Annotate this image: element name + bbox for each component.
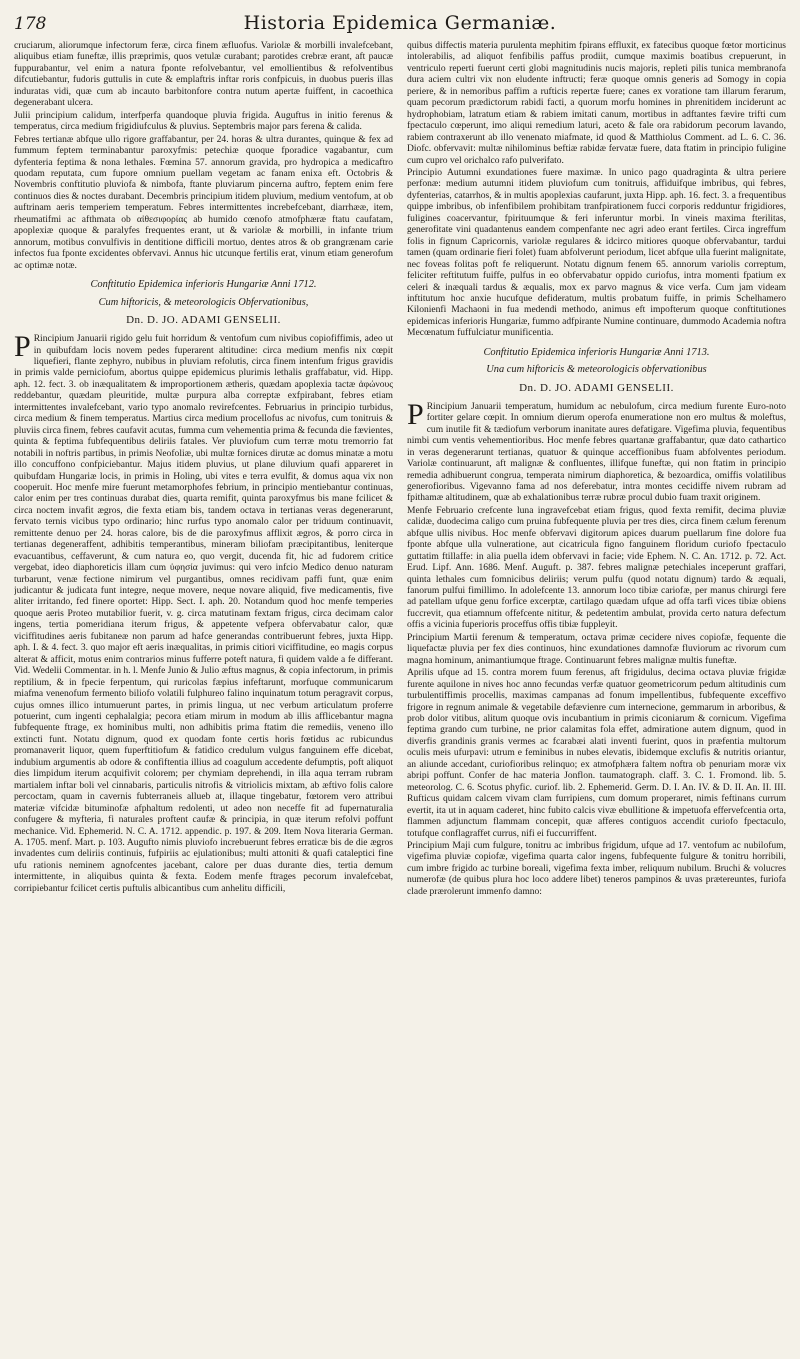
section-title: Conftitutio Epidemica inferioris Hungariæ Anni 1713. — [483, 346, 710, 358]
paragraph: Menfe Februario crefcente luna ingravefcebat etiam frigus, quod fexta remifit, decima pluviæ calidæ, duodecima caligo cum pruina fubfequente pluvia per tres dies, circa finem cælum ferenum abfque ullis nivibus. Hoc menfe obfervavi digitorum apices duarum puellarum fine dolore fua fponte abfque ulla vulneratione, aut cicatricula figno fanguinem floridum curiofo fpectaculo guttatim ftillaffe: in alia puella idem obfervavi in facie; vide Ephem. N. C. An. 1712. p. 72. Act. Erud. Lipf. Ann. 1686. Menf. Auguft. p. 387. febres malignæ petechiales inceperunt graffari, quinta lethales cum fomnicibus deliriis; verum pulfu (quod notatu dignum) tardo & æquali, fanorum pulfui fimillimo. In adolefcente 13. annorum loco tibiæ cariofæ, per manus chirurgi fere ad patellam ufque genu forfice excerptæ, cartilago quædam ufque ad offa tarfi vices tibiæ obiens fuccrevit, qua etiamnum offefcente nititur, & pedetentim ambulat, provida certo natura defectum offis a vicinia fuperioris proceffus offis tibiæ fuppleyit. — [407, 504, 786, 631]
paragraph: quibus diffectis materia purulenta mephitim fpirans effluxit, ex fatecibus quoque fœtor morticinus intolerabilis, ad aliquot fenfibilis paffus prodiit, cumque maximis boatibus crepuerunt, in ventriculo reperti fuerunt certi globi magnitudinis nucis majoris, repleti pilis tunica membranofa dura aciem cultri vix non eludente inftructi; feræ quoque omnis generis ad Somogy in copia periere, & in nemoribus paffim a rufticis repertæ fuere; canes ex voratione tam illarum ferarum, quam pecorum prædictorum rabidi facti, a quorum morfu homines in phrenitidem inciderunt ac hydrophobiam, latratum etiam & rabiem imitati canum, mortibus in adftantes fævire trifti cum fpectaculo cœperunt, imo aliqui remedium laturi, aceto & fale ora rabidorum pecorum lavando, rabiem contraxerunt ab illo venenato miafmate, id quod & Matthiolus Comment. ad L. 6. C. 36. Diofc. obfervavit: multæ nihilominus beftiæ rabidæ fervatæ fuere, data ftatim in principio fuligine cum cupro vel orichalco rafo pulverifato. — [407, 40, 786, 166]
drop-cap: P — [14, 330, 31, 364]
section-author: Dn. D. JO. ADAMI GENSELII. — [126, 314, 281, 327]
paragraph: Julii principium calidum, interfperfa quandoque pluvia frigida. Auguftus in initio ferenus & temperatus, circa medium frigidiufculus & pluvius. Septembris major pars ferena & calida. — [14, 109, 393, 133]
paragraph-text: Rincipium Januarii temperatum, humidum ac nebulofum, circa medium furente Euro-noto fortiter gelare cœpit. In omnium dierum operofa enumeratione non ero multus & moleftus, cum inutile fit & tædiofum verborum inanitate aures defatigare. Vigefima pluvia, fequentibus nimbi cum ventis vehementioribus. Hoc menfe febres quartanæ graffabantur, quæ dato cathartico in veras degenerarunt tertianas, quatuor & quinque acceffionibus fuam abfolventes periodum. Variolæ continuarunt, aft malignæ & confluentes, illifque funeftæ, qui non ftatim in principio remedia adhibuerunt congrua, temperata nimirum diaphoretica, & bezoardica, omiffis volatilibus generofioribus. Vigevanno fama ad nos deferebatur, intra montes cecidiffe nivem rubram ad fpithamæ altitudinem, quæ ab exhalationibus terræ rubræ procul dubio fuam traxit originem. — [407, 400, 786, 504]
running-head — [14, 12, 786, 34]
paragraph: Principio Autumni exundationes fuere maximæ. In unico pago quadraginta & ultra periere perfonæ: medium autumni itidem pluviofum cum tonitruis, affiduifque imbribus, qui febres, dyfenterias, catarrhos, & in multis apoplexias caufarunt, juxta Hipp. aph. 16. fect. 3. a frequentibus quippe imbribus, ob infenfibilem prohibitam tranfpirationem fucci corporis redduntur frigidiores, fuligines coacervantur, fpirituumque & feri inferuntur morbi. In vineis maxima fterilitas, generofitate vini quadantenus eandem compenfante nec agri adeo erant fertiles. Circa ingreffum folis in fignum Capricornis, variolæ regulares & idcirco mitiores quoque obfervabantur, tardui tamen (quam ordinarie fieri folet) fuam abfolverunt periodum, licet abfque ulla fuerint malignitate, nec foveas folitas poft fe reliquerunt. Notatu dignum fenem 65. annorum variolis correptum, feliciter reftitutum fuiffe, pulfus in eo obfervabatur oppido curiofus, intra momenti fpatium ex celeri & inæquali tardus & æqualis, mox ex parvo magnus & vice verfa. Cum jam videam inftitutum hoc anxie hucufque defideratum, multis probatum fuiffe, in primis Schelhamero Kilonienfi Machaoni in fua medendi methodo, animus eft impofterum quoque conftitutiones epidemicas inferioris Hungariæ, fummo adfpirante Numine continuare, dummodo Academia noftra Mecœnatum fuffulciatur munificentia. — [407, 166, 786, 339]
paragraph: Febres tertianæ abfque ullo rigore graffabantur, per 24. horas & ultra durantes, quinque & fex ad fummum feptem terminabantur paroxyfmis: petechiæ quoque fporadice vagabantur, cum dyfenteria feptima & nona lethales. Fœmina 57. annorum gravida, pro hydropica a medicaftro quodam reputata, cum fupore omnium puellam vegetam ac fanam enixa eft. Octobris & Novembris conftitutio pluviofa & nimbofa, ftante pluviarum pincerna auftro, feptem enim fere continuos dies & noctes durabant. Decembris principium itidem pluvium, medium ventofum, at ob auftrinam aeris temperiem temperatum. Febres intermittentes increbefcebant, diarrhææ, item, rheumatifmi ac afthmata ob αἰθεσιφορίας ab humido cœnofo atmofphæræ ftatu caufatam, apoplexiæ quoque & paralyfes frequentes erant, ut & variolæ & morbilli, in infante trium annorum, motibus convulfivis in dentitione difficili mortuo, dentes atros & ob grangrænam carie infectos fua fponte excidentes obfervavi. Annus hic utcunque fertilis erat, vinum etiam generofum ac optimæ notæ. — [14, 133, 393, 271]
right-column — [407, 40, 786, 1352]
section-title: Conftitutio Epidemica inferioris Hungariæ Anni 1712. — [90, 279, 317, 291]
paragraph: Principium Martii ferenum & temperatum, octava primæ cecidere nives copiofæ, fequente die liquefactæ pluvia per fex dies continuos, hinc exundationes damnofæ fluviorum ac rivorum cum magna hominum, animantiumque ftrage. Continuarunt febres malignæ multis funeftæ. — [407, 631, 786, 666]
paragraph — [14, 330, 393, 894]
paragraph — [407, 397, 786, 504]
drop-cap: P — [407, 397, 424, 431]
left-column — [14, 40, 393, 1352]
section-subtitle: Una cum hiftoricis & meteorologicis obfervationibus — [486, 364, 707, 376]
section-author: Dn. D. JO. ADAMI GENSELII. — [519, 381, 674, 394]
two-column-body — [14, 40, 786, 1352]
paragraph: cruciarum, aliorumque infectorum feræ, circa finem æfluofus. Variolæ & morbilli invalefcebant, aliquibus etiam funeftæ, illis præprimis, quos vetulæ curabant; parotides crebræ erant, aft paucæ fuppurabantur, vel enim a natura fponte refolvebantur, vel emollientibus & refolventibus difcutiebantur, fudoris guttulis in cute & emplaftris inftar roris confpicuis, in duobus pueris illas induratas vidi, quæ cum ab incauto barbitonfore contra nutum apertæ fuiffent, in cacoethica degenerabant ulcera. — [14, 40, 393, 109]
paragraph-text: Rincipium Januarii rigido gelu fuit horridum & ventofum cum nivibus copiofiffimis, adeo ut in quibufdam locis novem pedes fuperarent altitudine: circa medium menfis nix cœpit liquefieri, flante zephyro, nubibus in pluviam refolutis, circa finem intenfum frigus gravidis in primis valde perniciofum, abortus quippe epidemicus plurimis lethalis graffabatur, vid. Hipp. aph. 12. fect. 3. ob inæqualitatem & improportionem ætheris, quædam apoplexia tactæ ἀφώνους reddebantur, quædam pleuritide, multæ purpura alba correptæ exfpirabant, febres etiam intermittentes invalefcebant, vario typo anomalo revirefcentes. Februarius in principio turbidus, circa medium & finem temperatus. Martius circa medium procellofus ac nivofus, cum tonitruis & pluviis circa finem, febres caufavit acutas, fumma cum vehementia prima & fecunda die fævientes, quinta & feptima fubfequentibus deliriis fatales. Ver pluviofum cum terræ motu tremorrio fat notabili in noftris partibus, in primis Neofoliæ, ubi multæ fornices dirutæ ac domus minatæ a motu illo concuffono confpiciebantur. Majus itidem pluvius, ut plane diluvium quafi appareret in quibufdam Hungariæ locis, in primis in Holing, ubi vites e terra evulfit, & domus aqua vix non cooperuit. Hoc menfe mire fuerunt metamorphofes febrium, in principio mentiebantur continuas, calor enim per tres continuas durabat dies, quarta remifit, quinta paroxyfmus bis mane fcilicet & circa noctem invafit ægros, die fexta etiam bis, tandem octava in tertianas veras degenerarunt, fervato ternis vicibus typo ordinario; hinc rurfus typo anomalo calor per triduum continuavit, remittente denuo per 24. horas calore, bis de die paroxyfmus afflixit ægros, & porro circa in tertianas degeneraffent, adhibitis temperantibus, mineram biliofam præcipitantibus, leniterque evacuantibus, ceffaverunt, & cum natura eo, quo vergit, ducenda fit, hic ad fudorem critice vergebat, ideo diaphoreticis illam cum ὑφησία juvimus: qui vero infcio Medico denuo naturam turbarunt, venæ fectione nimirum vel purgantibus, omnes recidivam paffi funt, quæ enim judicantur & judicata funt integre, neque movere, neque novare aliquid, five medicamentis, five aliter irritando, fed finere oportet: Hipp. Sect. I. aph. 20. Notandum quod hoc menfe temperies quoque aeris Proteo mutabilior fuerit, v. g. circa matutinam fextam frigus, circa decimam calor ingens, tertia pomeridiana iterum frigus, & appetente vefpera obfervabatur calor, quæ viciffitudines aeris fubitaneæ non parum ad hafce generandas contribuerunt febres, juxta Hipp. aph. I. & 4. fect. 3. quo major eft aeris inæqualitas, in primis citiori viciffitudine, eo magis corpus alterat & afficit, motus enim contrarios minus fufferre poteft natura, fi quidem valde a fe differant. Vid. Wedelii Commentar. in h. l. Menfe Junio & Julio æftus magnus, & copia infectorum, in primis reptilium, & in fpecie ferpentum, qui ruricolas fæpius infeftarunt, morfuque communicarum miafma venenofum fermento biliofo volatili fulphureo falino inquinatum totum peragravit corpus, cujus omnes illico intumuerunt partes, in primis lingua, ut nec verbum articulatum proferre potuerint, cum ingenti cephalalgia; pecora etiam mirum in modum ab illis afflicebantur magna fubfequente ftrage, ex hominibus multi, non adhibitis prima ftatim die remediis, veneno illo extincti funt. Notatu dignum, quod ex quodam fonte certis horis fœtidus ac rubicundus promanaverit liquor, quem fuperftitiofum & fatidico credulum vulgus fanguinem effe dicebat, indubium argumentis ab odore & confiftentia illius ad coagulum accedente defumptis, poft aliquot dies limpidum iterum acquifivit colorem; per chymiam deprehendi, in illa aqua terram rubram martialem inftar boli vel cinnabaris, particulis nitrofis & vitriolicis mixtam, ab æftivo folis calore percoctam, quam in cavernis fubterraneis allueb at, illaque tingebatur, fœtorem vero attribui materiæ vifcidæ bituminofæ afphaltum redolenti, ut adeo non neceffe fit ad fupernaturalia confugere & myfteria, fi naturales proftent caufæ & principia, in quæ iterum refolvi poffunt mechanice. Vid. Ephemerid. N. C. A. 1712. appendic. p. 197. & 209. Item Nova literaria German. A. 1705. menf. Mart. p. 103. Augufto nimis pluviofo increbuerunt febres erraticæ bis de die ægros invadentes cum deliriis continuis, fufpiriis ac ejulationibus; multi attoniti & quafi cataleptici fine ufu rationis neminem agnofcentes jacebant, calore per duas durante dies, tertia demum intermittente, in aliquibus quinta & fexta. Eodem menfe ftrages pecorum invalefcebat, corripiebantur fcilicet certis puftulis albicantibus cum anhelitu difficili, — [14, 333, 393, 894]
section-subtitle: Cum hiftoricis, & meteorologicis Obfervationibus, — [98, 296, 309, 308]
running-title: Historia Epidemica Germaniæ. — [243, 12, 557, 34]
paragraph: Aprilis ufque ad 15. contra morem fuum ferenus, aft frigidulus, decima octava pluviæ frigidæ furente aquilone in nives hoc anno fecundas verfæ quatuor geometricorum pedum altitudinis cum turbulentiffimis procellis, maximas campanas ad fonum impellentibus, fubfequente exceffivo frigore in regnum animale & vegetabile defævienre cum internecione, gemmarum in arboribus, & prob dolor vitibus, alitum quoque ovis incubantium in primis ciconiarum & cornicum. Vigefima feptima grando cum turbine, ne prior calamitas fola effet, admiratione autem dignum, quod in diverfis grandinis granis vermes ac fcarabæi alati inventi fuerint, quos in præfentia multorum oculis meis ufurpavi: utrum e feminibus in nubes elevatis, ibidemque exclufis & nutritis oriantur, an aliunde accedant, curiofioribus relinquo; ex atmofphæra faltem noftra ob penuriam moræ vix abripi poffunt. Confer de hac materia Jonflon. taumatograph. claff. 3. C. 1. Fromond. lib. 5. meteorolog. C. 6. Scotus phyfic. curiof. lib. 2. Ephemerid. Germ. D. I. An. IV. & D. II. An. II. III. Rufticus quidam calcem vivam clam furripiens, cum domum properaret, nimis feftinans currum evertit, ita ut in aquam caderet, hinc fubito calcis vivæ ebullitione & impetuofa effervefcentia orta, flammen adjunctum flammam concepit, quæ afferes contiguos accendit curiofo fpectaculo, totufque conflagraffet currus, nifi ei fuccurriffent. — [407, 667, 786, 839]
page-number: 178 — [14, 14, 47, 34]
paragraph: Principium Maji cum fulgure, tonitru ac imbribus frigidum, ufque ad 17. ventofum ac nubilofum, vigefima pluviæ copiofæ, vigefima quarta calor ingens, fubfequente fulgure & tonitru horribili, cum imbre frigido ac turbine boreali, vigefima fexta imber, reliquum nubilum. Bruchi & volucres numerofæ (de quibus plura hoc loco addere libet) teneros pampinos & uvas prætereuntes, furiofa clade prærolerunt immenfo damno: — [407, 840, 786, 897]
